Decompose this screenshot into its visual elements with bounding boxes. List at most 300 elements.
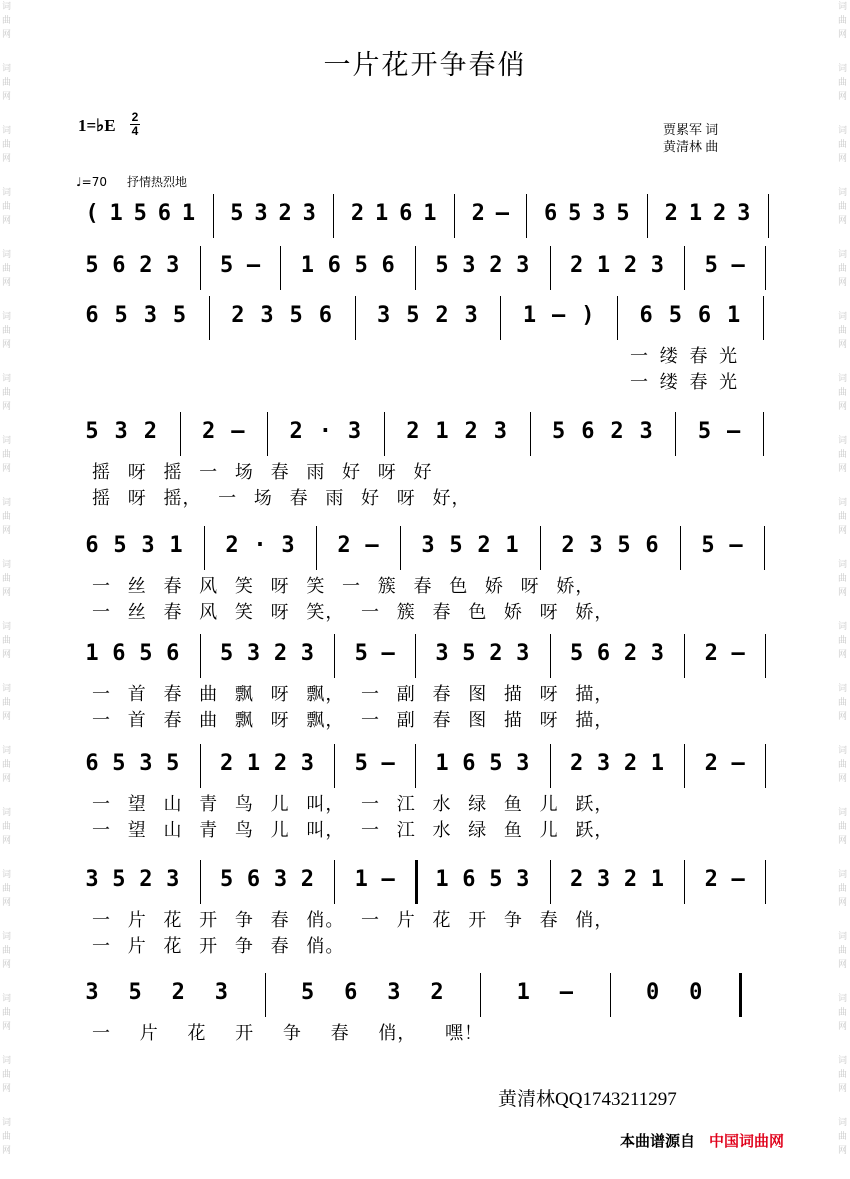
watermark-char: 网 [2, 836, 12, 846]
barline [333, 194, 334, 238]
barline [765, 860, 766, 904]
lyric-line: 摇 呀 摇 一 场 春 雨 好 呀 好 [92, 462, 433, 483]
note: 5 [112, 751, 126, 776]
watermark-char: 词 [838, 312, 848, 322]
note: 3 [596, 867, 611, 892]
note: – [246, 253, 261, 278]
note: 3 [387, 980, 401, 1005]
watermark-char: 网 [838, 898, 848, 908]
watermark-char: 曲 [838, 884, 848, 894]
note: 6 [112, 641, 126, 666]
note: · [318, 419, 332, 444]
note: – [495, 201, 509, 226]
watermark-char: 曲 [2, 78, 12, 88]
note: 5 [112, 867, 126, 892]
score-line [68, 420, 772, 448]
note: 1 [85, 641, 99, 666]
note: 5 [354, 751, 368, 776]
note: 6 [645, 533, 659, 558]
note: 6 [381, 253, 395, 278]
note: 3 [493, 419, 507, 444]
watermark-char: 网 [2, 30, 12, 40]
watermark-char: 词 [2, 436, 12, 446]
watermark-char: 网 [2, 278, 12, 288]
note: 5 [697, 419, 712, 444]
barline [763, 412, 764, 456]
note: 2 [471, 201, 485, 226]
watermark-char: 曲 [2, 884, 12, 894]
score-line [68, 752, 772, 780]
barline [765, 634, 766, 678]
note: 2 [337, 533, 351, 558]
note: 5 [113, 533, 127, 558]
note: 1 [516, 980, 530, 1005]
note: 1 [435, 751, 449, 776]
watermark-char: 曲 [838, 822, 848, 832]
note: 5 [85, 419, 99, 444]
note: 3 [300, 751, 314, 776]
note: 5 [552, 419, 566, 444]
note: 2 [406, 419, 420, 444]
song-title: 一片花开争春俏 [323, 50, 527, 81]
note: 6 [85, 303, 99, 328]
note: 5 [616, 201, 630, 226]
barline [415, 860, 418, 904]
note: 0 [689, 980, 703, 1005]
note: 2 [430, 980, 444, 1005]
note: 5 [617, 533, 631, 558]
barline [550, 634, 551, 678]
watermark-char: 曲 [838, 78, 848, 88]
watermark-char: 网 [838, 278, 848, 288]
watermark-char: 词 [2, 994, 12, 1004]
note: 5 [489, 751, 503, 776]
note: 5 [166, 751, 180, 776]
score-line [68, 868, 772, 896]
watermark-strip-right [836, 0, 850, 1179]
key-signature: 1=♭E [78, 116, 116, 135]
watermark-char: 词 [2, 932, 12, 942]
watermark-char: 词 [838, 498, 848, 508]
note: 5 [301, 980, 315, 1005]
watermark-char: 曲 [838, 946, 848, 956]
note: · [253, 533, 267, 558]
note: 2 [704, 751, 718, 776]
barline [764, 526, 765, 570]
note: 6 [85, 533, 99, 558]
watermark-char: 曲 [838, 1008, 848, 1018]
note: 3 [254, 201, 268, 226]
note: 2 [712, 201, 727, 226]
barline [680, 526, 681, 570]
note: 2 [139, 253, 153, 278]
arranger-contact: 黄清林QQ1743211297 [498, 1089, 677, 1110]
note: 5 [354, 641, 368, 666]
note: 3 [589, 533, 603, 558]
lyric-line: 一 丝 春 风 笑 呀 笑 一 簇 春 色 娇 呀 娇， [92, 576, 595, 597]
watermark-char: 词 [2, 746, 12, 756]
note: 2 [273, 641, 288, 666]
barline [500, 296, 501, 340]
note: – [559, 980, 573, 1005]
watermark-char: 网 [2, 216, 12, 226]
note: 2 [171, 980, 185, 1005]
watermark-char: 网 [838, 650, 848, 660]
note: 2 [569, 253, 584, 278]
watermark-char: 词 [2, 64, 12, 74]
watermark-char: 曲 [2, 946, 12, 956]
lyric-line: 一 望 山 青 鸟 儿 叫， 一 江 水 绿 鱼 儿 跃， [92, 794, 614, 815]
note: 1 [300, 253, 314, 278]
note: 5 [569, 641, 584, 666]
score-line [68, 254, 772, 282]
watermark-char: 网 [2, 588, 12, 598]
barline [684, 634, 685, 678]
watermark-char: 曲 [2, 450, 12, 460]
watermark-char: 词 [2, 622, 12, 632]
note: 2 [139, 867, 153, 892]
barline [200, 246, 201, 290]
note: 2 [623, 253, 638, 278]
watermark-char: 网 [838, 1146, 848, 1156]
note: 3 [516, 751, 530, 776]
note: 3 [143, 303, 157, 328]
barline [200, 634, 201, 678]
barline [355, 296, 356, 340]
note: 5 [133, 201, 147, 226]
watermark-char: 网 [2, 526, 12, 536]
watermark-char: 曲 [2, 822, 12, 832]
note: 1 [650, 751, 664, 776]
note: – [552, 303, 566, 328]
watermark-char: 网 [2, 1146, 12, 1156]
barline [768, 194, 769, 238]
note: 5 [114, 303, 128, 328]
note: – [381, 641, 395, 666]
note: 5 [172, 303, 187, 328]
barline [763, 296, 764, 340]
lyric-line: 一 缕 春 光 [630, 372, 739, 393]
note: 3 [300, 641, 314, 666]
barline [267, 412, 268, 456]
barline [213, 194, 214, 238]
note: 2 [273, 751, 288, 776]
lyric-line: 一 首 春 曲 飘 呀 飘， 一 副 春 图 描 呀 描， [92, 684, 614, 705]
barline [739, 973, 742, 1017]
note: 6 [166, 641, 180, 666]
watermark-char: 曲 [838, 326, 848, 336]
note: 3 [85, 867, 99, 892]
lyric-line: 一 片 花 开 争 春 俏。 [92, 936, 345, 957]
watermark-char: 词 [2, 312, 12, 322]
note: – [727, 419, 741, 444]
watermark-char: 曲 [838, 16, 848, 26]
note: – [731, 641, 745, 666]
barline [480, 973, 481, 1017]
note: 3 [141, 533, 155, 558]
note: 2 [569, 867, 584, 892]
note: 2 [300, 867, 314, 892]
barline [550, 860, 551, 904]
watermark-char: 网 [838, 588, 848, 598]
watermark-char: 曲 [2, 1132, 12, 1142]
lyric-line: 一 缕 春 光 [630, 346, 739, 367]
barline [647, 194, 648, 238]
note: 3 [421, 533, 435, 558]
barline [550, 744, 551, 788]
lyric-line: 摇 呀 摇， 一 场 春 雨 好 呀 好， [92, 488, 471, 509]
tempo: ♩=70 [76, 175, 107, 189]
watermark-char: 词 [838, 436, 848, 446]
note: 3 [166, 253, 180, 278]
watermark-char: 网 [2, 650, 12, 660]
note: 0 [646, 980, 660, 1005]
note: – [731, 867, 745, 892]
watermark-char: 词 [838, 808, 848, 818]
note: 6 [543, 201, 558, 226]
barline [415, 634, 416, 678]
watermark-char: 词 [838, 374, 848, 384]
barline [530, 412, 531, 456]
watermark-char: 词 [2, 560, 12, 570]
barline [209, 296, 210, 340]
note: 3 [347, 419, 362, 444]
note: 5 [128, 980, 142, 1005]
note: 3 [273, 867, 288, 892]
watermark-char: 曲 [2, 698, 12, 708]
watermark-char: 网 [838, 1084, 848, 1094]
watermark-char: 网 [838, 526, 848, 536]
watermark-char: 网 [2, 464, 12, 474]
barline [180, 412, 181, 456]
watermark-char: 词 [2, 250, 12, 260]
barline [684, 744, 685, 788]
barline [204, 526, 205, 570]
note: 2 [278, 201, 292, 226]
note: 1 [246, 751, 261, 776]
note: 3 [462, 253, 476, 278]
note: ( [85, 201, 99, 226]
lyric-line: 一 丝 春 风 笑 呀 笑， 一 簇 春 色 娇 呀 娇， [92, 602, 614, 623]
note: 1 [596, 253, 611, 278]
watermark-char: 网 [838, 774, 848, 784]
watermark-char: 网 [2, 1022, 12, 1032]
watermark-char: 词 [838, 560, 848, 570]
note: 1 [169, 533, 183, 558]
note: 2 [350, 201, 365, 226]
note: 1 [423, 201, 437, 226]
note: 3 [139, 751, 153, 776]
note: 3 [246, 641, 261, 666]
note: 2 [623, 751, 638, 776]
note: 6 [85, 751, 99, 776]
watermark-char: 词 [2, 498, 12, 508]
note: 3 [516, 253, 530, 278]
note: 2 [623, 641, 638, 666]
watermark-strip-left [0, 0, 14, 1179]
note: 6 [246, 867, 261, 892]
note: 2 [561, 533, 575, 558]
lyric-line: 一 片 花 开 争 春 俏。 一 片 花 开 争 春 俏， [92, 910, 614, 931]
watermark-char: 词 [2, 1118, 12, 1128]
note: 2 [489, 253, 503, 278]
score-line [68, 981, 772, 1009]
watermark-char: 词 [2, 684, 12, 694]
watermark-char: 词 [838, 994, 848, 1004]
note: 6 [462, 867, 476, 892]
watermark-char: 词 [838, 684, 848, 694]
watermark-char: 词 [838, 870, 848, 880]
watermark-char: 曲 [838, 636, 848, 646]
note: 2 [289, 419, 303, 444]
watermark-char: 词 [2, 1056, 12, 1066]
watermark-char: 网 [2, 1084, 12, 1094]
note: 6 [399, 201, 413, 226]
watermark-char: 曲 [838, 140, 848, 150]
watermark-char: 网 [838, 1022, 848, 1032]
note: 5 [219, 867, 234, 892]
watermark-char: 曲 [838, 450, 848, 460]
note: 1 [522, 303, 537, 328]
note: 5 [701, 533, 715, 558]
watermark-char: 曲 [2, 1008, 12, 1018]
note: 3 [516, 867, 530, 892]
source-brand: 中国词曲网 [709, 1132, 785, 1150]
time-signature-bottom: 4 [131, 124, 139, 138]
watermark-char: 曲 [2, 140, 12, 150]
note: 5 [435, 253, 449, 278]
watermark-char: 词 [838, 188, 848, 198]
composer: 黄清林 曲 [663, 139, 719, 154]
note: 5 [668, 303, 682, 328]
lyricist: 贾累军 词 [663, 122, 719, 137]
note: 1 [375, 201, 389, 226]
watermark-char: 词 [838, 1056, 848, 1066]
note: 6 [596, 641, 611, 666]
note: 1 [354, 867, 368, 892]
watermark-char: 曲 [2, 264, 12, 274]
watermark-char: 网 [2, 774, 12, 784]
note: 5 [139, 641, 153, 666]
note: 2 [225, 533, 239, 558]
note: 6 [157, 201, 172, 226]
score-line [68, 534, 772, 562]
barline [200, 860, 201, 904]
note: 2 [464, 419, 478, 444]
note: 2 [143, 419, 157, 444]
note: 1 [435, 419, 449, 444]
watermark-char: 网 [838, 836, 848, 846]
note: 6 [697, 303, 712, 328]
watermark-char: 词 [2, 2, 12, 12]
credits [663, 121, 718, 155]
watermark-char: 词 [838, 126, 848, 136]
note: 1 [109, 201, 123, 226]
note: 5 [462, 641, 476, 666]
watermark-char: 曲 [838, 760, 848, 770]
note: 5 [449, 533, 463, 558]
barline [334, 634, 335, 678]
barline [550, 246, 551, 290]
watermark-char: 网 [2, 898, 12, 908]
watermark-char: 曲 [2, 512, 12, 522]
note: 5 [406, 303, 420, 328]
note: 1 [435, 867, 449, 892]
note: 3 [114, 419, 128, 444]
watermark-char: 网 [2, 712, 12, 722]
score-line [68, 304, 772, 332]
note: 3 [214, 980, 228, 1005]
note: 5 [568, 201, 582, 226]
watermark-char: 网 [2, 154, 12, 164]
note: – [731, 751, 745, 776]
note: 6 [639, 303, 653, 328]
note: 3 [166, 867, 180, 892]
note: 5 [85, 253, 99, 278]
note: 3 [737, 201, 751, 226]
tempo-marking [76, 173, 207, 190]
watermark-char: 曲 [838, 388, 848, 398]
barline [540, 526, 541, 570]
note: 3 [281, 533, 295, 558]
watermark-char: 曲 [2, 574, 12, 584]
watermark-char: 网 [2, 960, 12, 970]
watermark-char: 词 [838, 746, 848, 756]
note: 2 [202, 419, 216, 444]
note: 3 [596, 751, 611, 776]
note: 6 [581, 419, 595, 444]
watermark-char: 词 [838, 2, 848, 12]
watermark-char: 网 [2, 340, 12, 350]
note: 2 [623, 867, 638, 892]
note: 5 [219, 253, 234, 278]
barline [675, 412, 676, 456]
note: – [729, 533, 743, 558]
watermark-char: 网 [838, 464, 848, 474]
barline [617, 296, 618, 340]
note: – [231, 419, 245, 444]
note: 3 [650, 253, 664, 278]
watermark-char: 词 [2, 126, 12, 136]
note: 2 [219, 751, 234, 776]
note: 6 [344, 980, 358, 1005]
note: 5 [704, 253, 718, 278]
note: 2 [231, 303, 245, 328]
watermark-char: 曲 [838, 512, 848, 522]
barline [334, 744, 335, 788]
watermark-char: 曲 [838, 202, 848, 212]
watermark-char: 词 [838, 1118, 848, 1128]
note: – [365, 533, 379, 558]
watermark-char: 曲 [2, 326, 12, 336]
watermark-char: 网 [838, 340, 848, 350]
watermark-char: 网 [838, 402, 848, 412]
watermark-char: 网 [838, 30, 848, 40]
watermark-char: 词 [2, 870, 12, 880]
barline [684, 246, 685, 290]
watermark-char: 曲 [838, 1132, 848, 1142]
barline [454, 194, 455, 238]
time-signature [130, 112, 140, 137]
note: 1 [727, 303, 741, 328]
note: 6 [318, 303, 332, 328]
barline [610, 973, 611, 1017]
barline [400, 526, 401, 570]
expression: 抒情热烈地 [126, 175, 187, 189]
note: 3 [592, 201, 606, 226]
watermark-char: 曲 [2, 388, 12, 398]
watermark-char: 网 [838, 216, 848, 226]
